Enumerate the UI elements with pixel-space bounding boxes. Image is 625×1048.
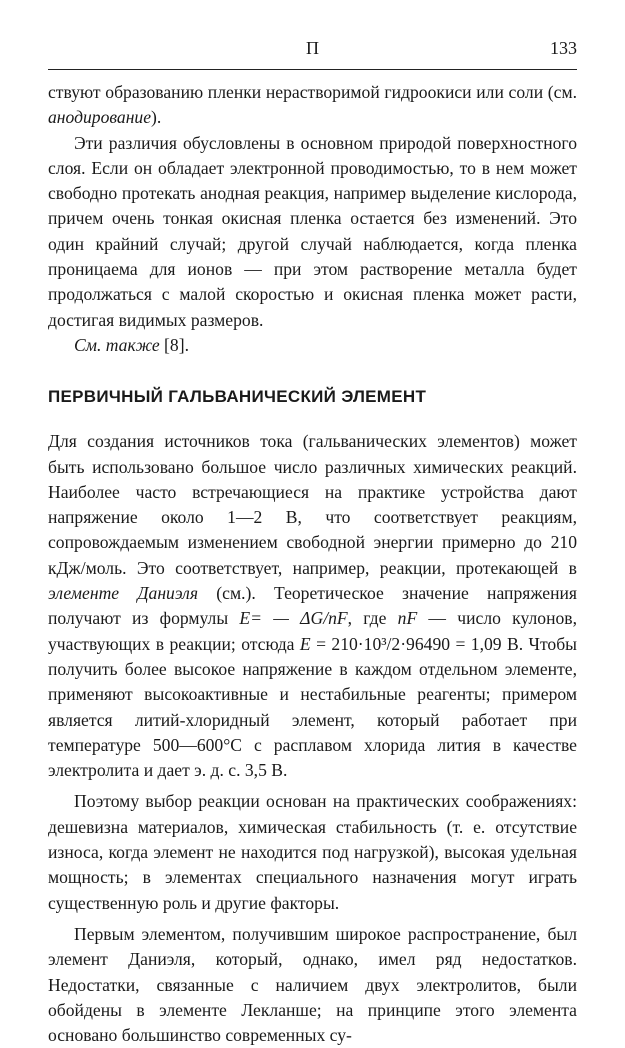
page-number: 133 [550, 38, 577, 58]
see-also [48, 333, 577, 358]
text-run: , где [347, 608, 398, 629]
text-run: (см.). Теоретическое значение напряжения получают из формулы [48, 583, 577, 629]
see-also-reference: [8]. [159, 334, 189, 355]
page-body [48, 80, 577, 1048]
text-run: ). [151, 107, 162, 128]
paragraph [48, 429, 577, 783]
paragraph: Первым элементом, получившим широкое распространение, был элемент Даниэля, который, однако, имел ряд недостатков. Недостатки, связанные с наличием двух электролитов, были обойдены в элементе Лекланше; на принципе этого элемента основано большинство современных су- [48, 923, 577, 1046]
cross-reference-link[interactable]: элементе Даниэля [48, 583, 199, 604]
section-heading: ПЕРВИЧНЫЙ ГАЛЬВАНИЧЕСКИЙ ЭЛЕМЕНТ [48, 387, 427, 407]
formula-variable: E [299, 633, 311, 654]
paragraph: Эти различия обусловлены в основном природой поверхностного слоя. Если он обладает электронной проводимостью, то в нем может свободно протекать анодная реакция, например выделение кислорода, причем очень тонкая окисная пленка остается без изменений. Это один крайний случай; другой случай наблюдается, когда пленка проницаема для ионов — при этом растворение металла будет продолжаться с малой скоростью и окисная пленка может расти, достигая видимых размеров. [48, 132, 577, 330]
cross-reference-link[interactable]: анодирование [48, 107, 152, 128]
running-head [48, 38, 577, 62]
formula: = — ΔG/nF [250, 608, 348, 629]
formula: = 210·10³/2·96490 = 1,09 В [310, 633, 519, 654]
see-also-label: См. также [74, 334, 160, 355]
formula-variable: nF [397, 608, 418, 629]
paragraph: Поэтому выбор реакции основан на практических соображениях: дешевизна материалов, химическая стабильность (т. е. отсутствие износа, когда элемент не находится под нагрузкой), высокая удельная мощность; в элементах специального назначения могут играть существенную роль и другие факторы. [48, 791, 577, 913]
paragraph-continued [48, 80, 577, 131]
text-run: . Чтобы получить более высокое напряжение в каждом отдельном элементе, применяют высокоактивные и нестабильные реагенты; примером является литий-хлоридный элемент, который работает при температуре 500—600°С с расплавом хлорида лития в качестве электролита и дает э. д. с. 3,5 В. [48, 633, 577, 781]
header-rule [48, 69, 577, 70]
formula-variable: E [239, 608, 251, 629]
text-run: — число кулонов, участвующих в реакции; отсюда [48, 608, 577, 654]
text-run: Для создания источников тока (гальванических элементов) может быть использовано большое число различных химических реакций. Наиболее часто встречающиеся на практике устройства дают напряжение около 1—2 В, что соответствует реакциям, сопровождаемым изменением свободной энергии примерно до 210 кДж/моль. Это соответствует, например, реакции, протекающей в [48, 431, 577, 578]
section-letter: П [306, 38, 319, 58]
text-run: ствуют образованию пленки нерастворимой гидроокиси или соли (см. [48, 82, 577, 102]
